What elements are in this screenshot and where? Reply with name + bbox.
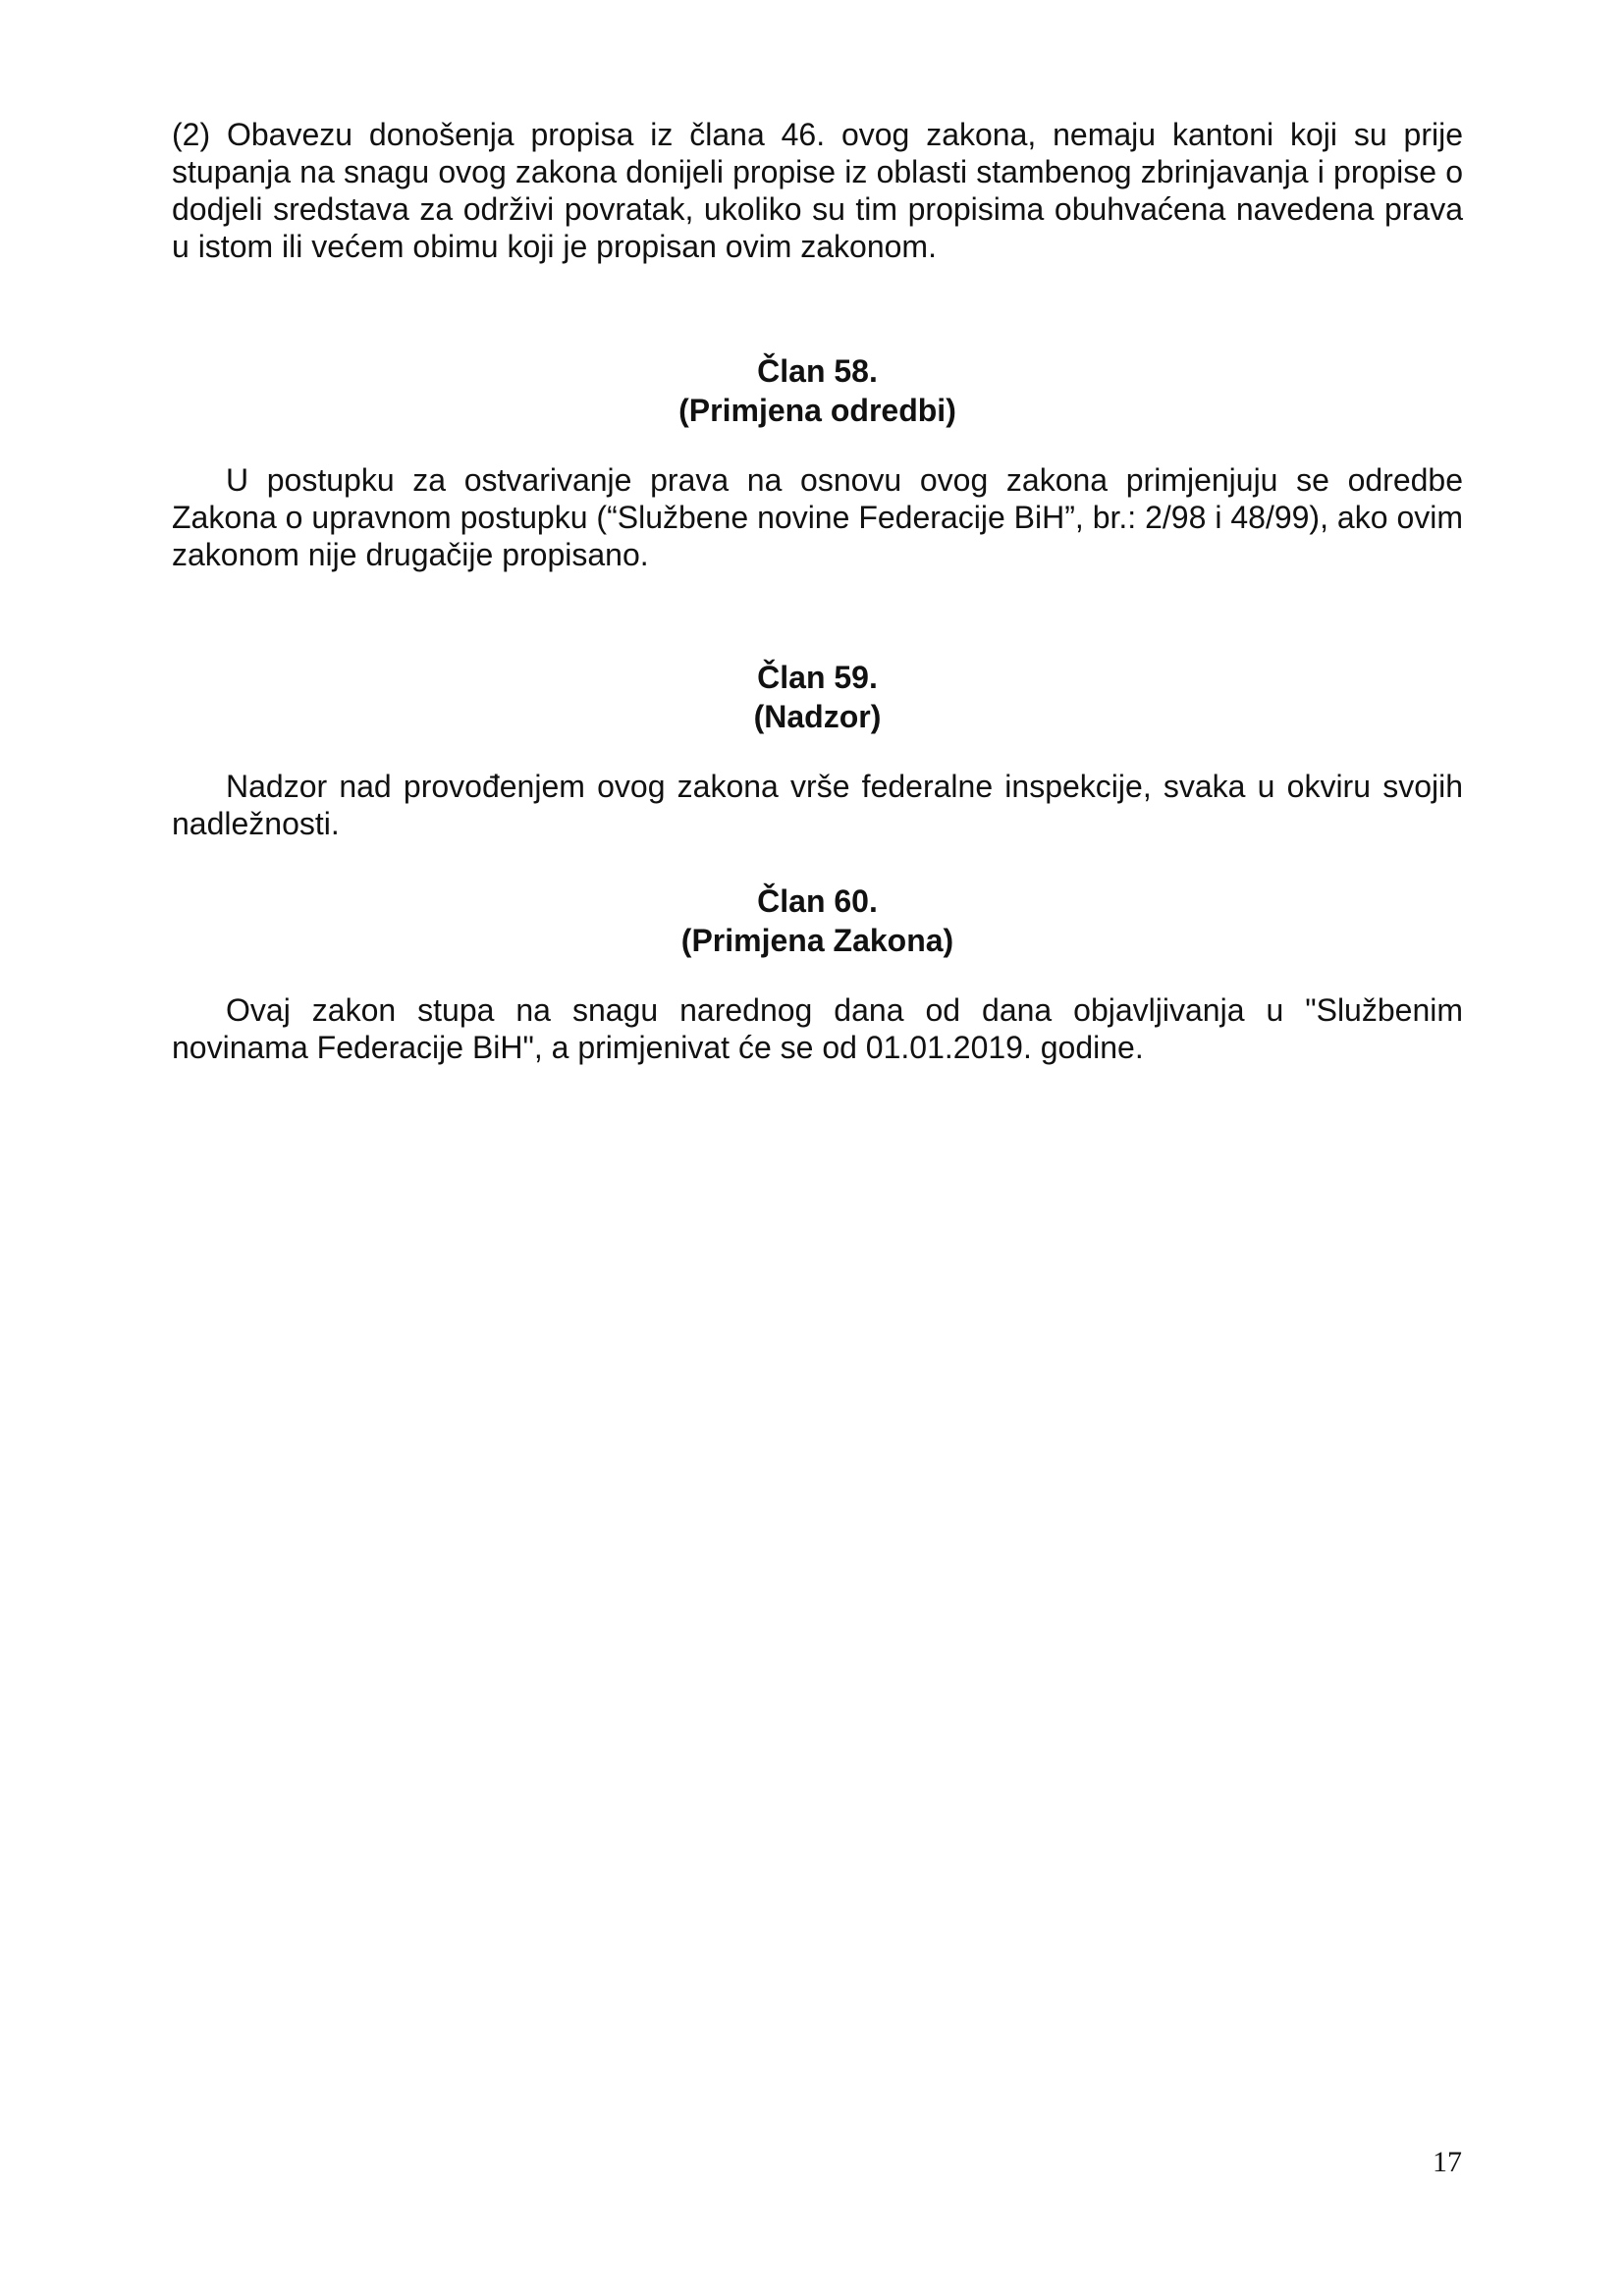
article-58-body: U postupku za ostvarivanje prava na osnovu ovog zakona primjenjuju se odredbe Zakona o upravnom postupku (“Službene novine Federacije BiH”, br.: 2/98 i 48/99), ako ovim zakonom nije drugačije propisano. — [172, 462, 1463, 572]
article-58-heading — [172, 351, 1463, 430]
article-60-heading — [172, 881, 1463, 960]
article-60-title: (Primjena Zakona) — [680, 923, 954, 958]
article-59-number: Član 59. — [757, 660, 878, 695]
document-page — [172, 116, 1463, 1066]
article-59-title: (Nadzor) — [753, 699, 882, 734]
article-60-body: Ovaj zakon stupa na snagu narednog dana od dana objavljivanja u "Službenim novinama Federacije BiH", a primjenivat će se od 01.01.2019. godine. — [172, 992, 1463, 1065]
article-59-body: Nadzor nad provođenjem ovog zakona vrše federalne inspekcije, svaka u okviru svojih nadležnosti. — [172, 769, 1463, 841]
article-59-heading — [172, 658, 1463, 736]
page-number: 17 — [1433, 2146, 1462, 2178]
article-58-number: Član 58. — [757, 353, 878, 389]
article-60-number: Član 60. — [757, 883, 878, 919]
intro-paragraph: (2) Obavezu donošenja propisa iz člana 46. ovog zakona, nemaju kantoni koji su prije stupanja na snagu ovog zakona donijeli propise iz oblasti stambenog zbrinjavanja i propise o dodjeli sredstava za održivi povratak, ukoliko su tim propisima obuhvaćena navedena prava u istom ili većem obimu koji je propisan ovim zakonom. — [172, 117, 1463, 264]
article-58-title: (Primjena odredbi) — [678, 393, 956, 428]
